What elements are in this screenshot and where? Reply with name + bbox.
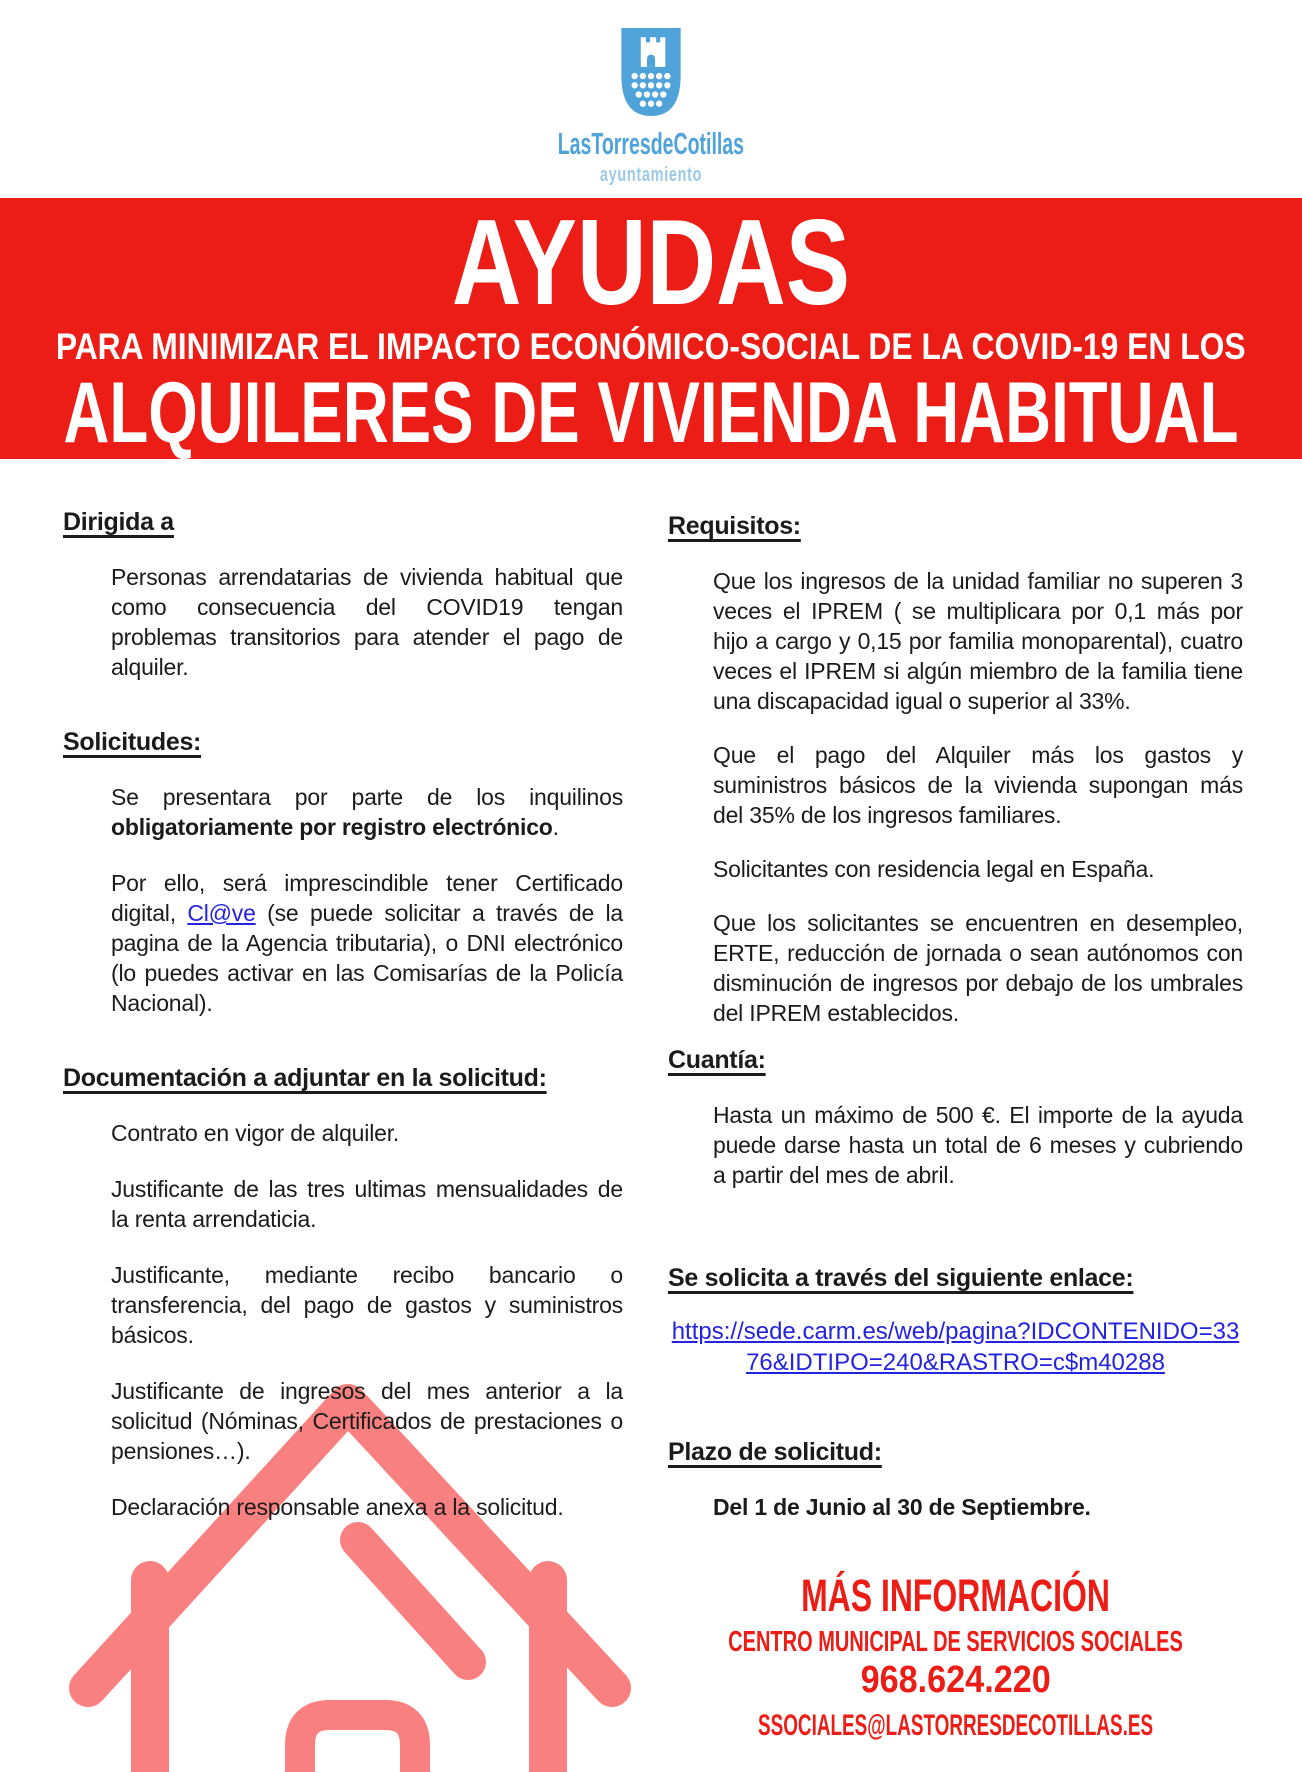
title-banner bbox=[0, 194, 1302, 462]
requisito-item: Que los ingresos de la unidad familiar no superen 3 veces el IPREM ( se multiplicara por 0,1 más por hijo a cargo y 0,15 por familia monoparental), cuatro veces el IPREM si algún miembro de la familia tiene una discapacidad igual o superior al 33%. bbox=[713, 568, 1243, 714]
info-title: MÁS INFORMACIÓN bbox=[801, 1570, 1110, 1621]
doc-item: Justificante de las tres ultimas mensualidades de la renta arrendaticia. bbox=[111, 1176, 623, 1232]
left-column bbox=[63, 460, 623, 1522]
doc-item: Justificante, mediante recibo bancario o transferencia, del pago de gastos y suministros básicos. bbox=[111, 1262, 623, 1348]
contact-info-block bbox=[668, 1572, 1243, 1742]
requisito-item: Solicitantes con residencia legal en España. bbox=[713, 856, 1155, 882]
right-column bbox=[668, 460, 1243, 1742]
requisito-item: Que los solicitantes se encuentren en desempleo, ERTE, reducción de jornada o sean autónomos con disminución de ingresos por debajo de los umbrales del IPREM establecidos. bbox=[713, 910, 1243, 1026]
clave-link[interactable]: Cl@ve bbox=[187, 900, 256, 926]
banner-title: AYUDAS bbox=[451, 194, 851, 330]
sede-carm-link[interactable]: https://sede.carm.es/web/pagina?IDCONTENIDO=3376&IDTIPO=240&RASTRO=c$m40288 bbox=[671, 1318, 1240, 1376]
text-run: (se puede solicitar a través de la pagina de la Agencia tributaria), o DNI electrónico (lo puedes activar en las Comisarías de la Policía Nacional). bbox=[111, 900, 624, 1016]
info-center-name: CENTRO MUNICIPAL DE SERVICIOS SOCIALES bbox=[728, 1626, 1183, 1658]
banner-subtitle2: ALQUILERES DE VIVIENDA HABITUAL bbox=[63, 365, 1239, 462]
heading-dirigida: Dirigida a bbox=[63, 508, 174, 536]
doc-item: Declaración responsable anexa a la solicitud. bbox=[111, 1494, 564, 1520]
info-phone: 968.624.220 bbox=[860, 1659, 1051, 1701]
heading-cuantia: Cuantía: bbox=[668, 1046, 766, 1074]
heading-enlace: Se solicita a través del siguiente enlace: bbox=[668, 1264, 1134, 1292]
town-hall-logo bbox=[0, 26, 1302, 185]
requisito-item: Que el pago del Alquiler más los gastos y suministros básicos de la vivienda supongan más del 35% de los ingresos familiares. bbox=[713, 742, 1243, 828]
paragraph-solicitudes-1 bbox=[111, 782, 623, 842]
text-run: . bbox=[552, 814, 559, 840]
text-run-bold: obligatoriamente por registro electrónico bbox=[111, 814, 553, 840]
plazo-dates: Del 1 de Junio al 30 de Septiembre. bbox=[713, 1494, 1091, 1520]
castle-shield-icon bbox=[619, 26, 683, 118]
text-run: Se presentara por parte de los inquilinos bbox=[111, 784, 623, 810]
banner-subtitle: PARA MINIMIZAR EL IMPACTO ECONÓMICO-SOCIAL DE LA COVID-19 EN LOS bbox=[56, 326, 1246, 368]
heading-documentacion: Documentación a adjuntar en la solicitud: bbox=[63, 1064, 547, 1092]
paragraph-cuantia: Hasta un máximo de 500 €. El importe de la ayuda puede darse hasta un total de 6 meses y cubriendo a partir del mes de abril. bbox=[713, 1102, 1243, 1188]
paragraph-solicitudes-2 bbox=[111, 868, 623, 1018]
heading-plazo: Plazo de solicitud: bbox=[668, 1438, 882, 1466]
logo-name: LasTorresdeCotillas bbox=[557, 126, 745, 161]
heading-solicitudes: Solicitudes: bbox=[63, 728, 202, 756]
text-run: Por ello, será imprescindible tener Certificado digital, bbox=[111, 870, 623, 926]
logo-subtitle: ayuntamiento bbox=[599, 164, 703, 186]
heading-requisitos: Requisitos: bbox=[668, 512, 801, 540]
doc-item: Justificante de ingresos del mes anterior a la solicitud (Nóminas, Certificados de prestaciones o pensiones…). bbox=[111, 1378, 623, 1464]
paragraph-dirigida: Personas arrendatarias de vivienda habitual que como consecuencia del COVID19 tengan problemas transitorios para atender el pago de alquiler. bbox=[111, 564, 623, 680]
doc-item: Contrato en vigor de alquiler. bbox=[111, 1120, 400, 1146]
info-email: SSOCIALES@LASTORRESDECOTILLAS.ES bbox=[757, 1709, 1154, 1742]
